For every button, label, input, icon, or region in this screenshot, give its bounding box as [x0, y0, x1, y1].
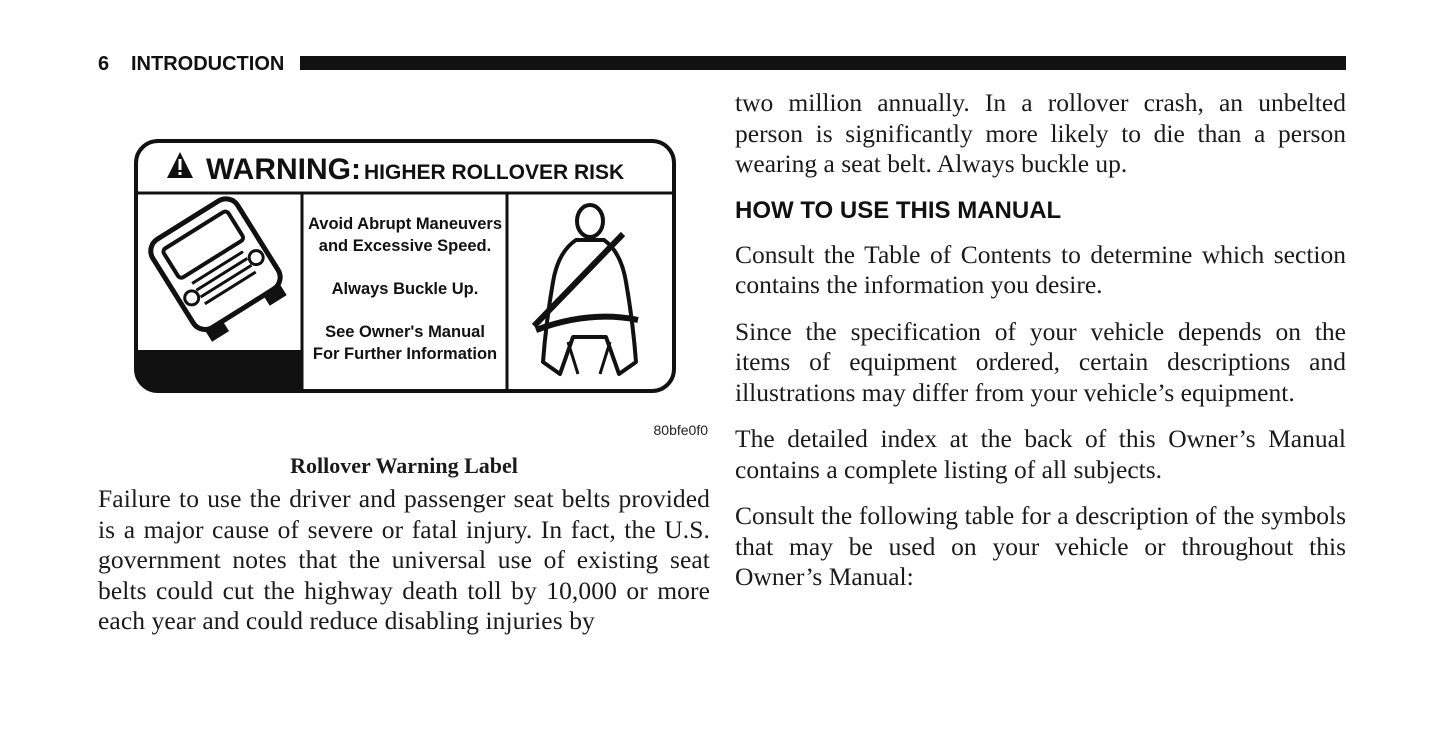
label-line: Avoid Abrupt Maneuvers: [307, 215, 503, 233]
label-line: See Owner's Manual: [325, 323, 485, 341]
section-heading: HOW TO USE THIS MANUAL: [735, 196, 1062, 224]
continuation-paragraph: two million annually. In a rollover crash, an unbelted person is significantly more likely to die than a person wearing a seat belt. Always buckle up.: [735, 88, 1346, 178]
warning-subtitle: HIGHER ROLLOVER RISK: [364, 161, 625, 184]
section-title: INTRODUCTION: [131, 53, 285, 75]
body-paragraph: The detailed index at the back of this Owner’s Manual contains a complete listing of all subjects.: [735, 424, 1346, 484]
figure-code: 80bfe0f0: [653, 422, 708, 438]
right-column: [735, 88, 1346, 609]
label-line: For Further Information: [312, 345, 498, 363]
body-paragraph: Since the specification of your vehicle depends on the items of equipment ordered, certain descriptions and illustrations may differ from your vehicle’s equipment.: [735, 316, 1346, 407]
header-rule: [300, 56, 1346, 70]
page-header: [98, 52, 1346, 76]
label-line: Always Buckle Up.: [331, 280, 479, 298]
rollover-warning-figure: [98, 92, 710, 442]
body-paragraph: Consult the following table for a description of the symbols that may be used on your vehicle or throughout this Owner’s Manual:: [735, 501, 1346, 591]
figure-caption: Rollover Warning Label: [290, 453, 518, 478]
label-line: and Excessive Speed.: [318, 237, 492, 255]
body-paragraph: Consult the Table of Contents to determine which section contains the information you desire.: [735, 239, 1346, 299]
rollover-warning-label: [98, 92, 710, 422]
warning-word: WARNING:: [206, 153, 361, 186]
page-number: 6: [98, 53, 110, 75]
left-paragraph: Failure to use the driver and passenger seat belts provided is a major cause of severe or fatal injury. In fact, the U.S. government notes that the universal use of existing seat belts could cut the highway death toll by 10,000 or more each year and could reduce disabling injuries by: [98, 484, 710, 635]
